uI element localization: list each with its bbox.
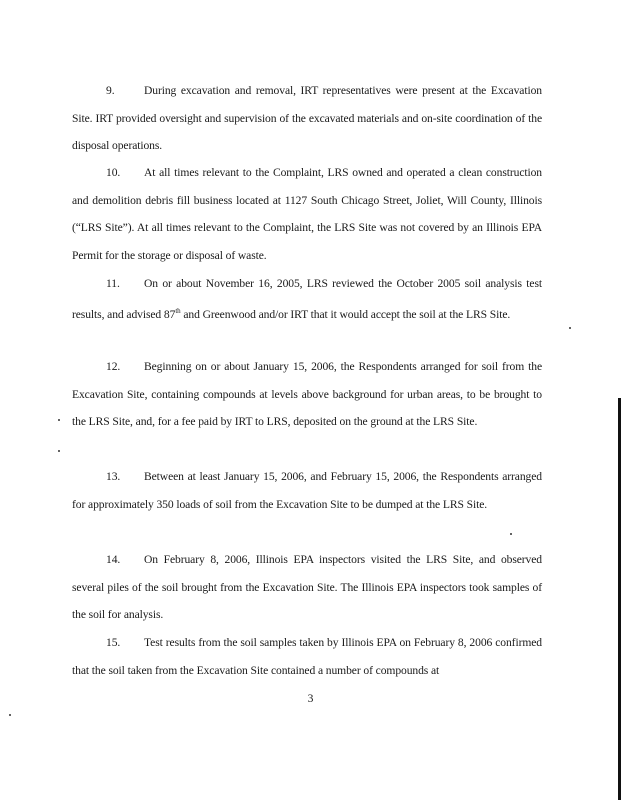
paragraph-12 xyxy=(72,353,542,436)
paragraph-9 xyxy=(72,77,542,160)
paragraph-number: 13. xyxy=(106,470,121,483)
paragraph-13 xyxy=(72,463,542,518)
paragraph-number: 15. xyxy=(106,636,121,649)
paragraph-number: 9. xyxy=(106,84,115,97)
superscript-th: th xyxy=(175,306,181,315)
paragraph-text: On February 8, 2006, Illinois EPA inspectors visited the LRS Site, and observed several piles of the soil brought from the Excavation Site. The Illinois EPA inspectors took samples of the soil for analysis. xyxy=(72,553,542,621)
paragraph-text: Beginning on or about January 15, 2006, the Respondents arranged for soil from the Excavation Site, containing compounds at levels above background for urban areas, to be brought to the LRS Site, and, for a fee paid by IRT to LRS, deposited on the ground at the LRS Site. xyxy=(72,360,542,428)
paragraph-text: Between at least January 15, 2006, and February 15, 2006, the Respondents arranged for approximately 350 loads of soil from the Excavation Site to be dumped at the LRS Site. xyxy=(72,470,542,511)
paragraph-number: 10. xyxy=(106,166,121,179)
paragraph-text: At all times relevant to the Complaint, LRS owned and operated a clean construction and demolition debris fill business located at 1127 South Chicago Street, Joliet, Will County, Illinois (“LRS Site”). At all times relevant to the Complaint, the LRS Site was not covered by an Illinois EPA Permit for the storage or disposal of waste. xyxy=(72,166,542,262)
scan-speck xyxy=(58,419,60,421)
paragraph-text-continued: and Greenwood and/or IRT that it would accept the soil at the LRS Site. xyxy=(180,307,511,321)
paragraph-10 xyxy=(72,159,542,269)
paragraph-text: On or about November 16, 2005, LRS reviewed the October 2005 soil analysis test results, and advised 87 xyxy=(72,277,542,321)
scan-speck xyxy=(569,327,571,329)
paragraph-number: 14. xyxy=(106,553,121,566)
paragraph-text: Test results from the soil samples taken by Illinois EPA on February 8, 2006 confirmed that the soil taken from the Excavation Site contained a number of compounds at xyxy=(72,636,542,677)
paragraph-11 xyxy=(72,270,542,328)
page-number: 3 xyxy=(307,692,314,705)
paragraph-number: 11. xyxy=(106,277,120,290)
paragraph-15 xyxy=(72,629,542,684)
paragraph-14 xyxy=(72,546,542,629)
scan-speck xyxy=(510,533,512,535)
scan-speck xyxy=(9,714,11,716)
paragraph-number: 12. xyxy=(106,360,121,373)
paragraph-text: During excavation and removal, IRT representatives were present at the Excavation Site. IRT provided oversight and supervision of the excavated materials and on-site coordination of the disposal operations. xyxy=(72,84,542,152)
scan-speck xyxy=(58,450,60,452)
